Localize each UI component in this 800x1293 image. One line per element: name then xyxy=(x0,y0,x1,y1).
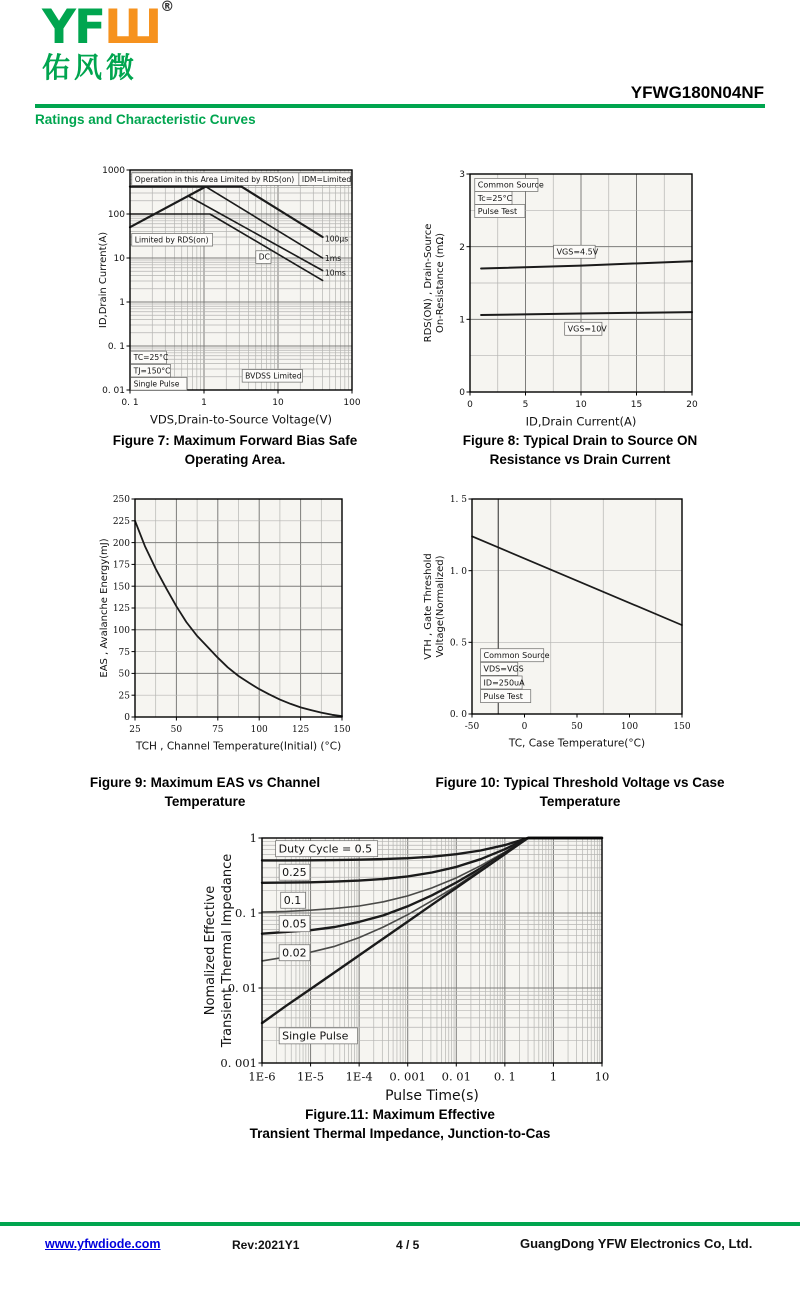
svg-text:0: 0 xyxy=(124,713,130,724)
svg-text:225: 225 xyxy=(112,516,130,527)
svg-text:1E-5: 1E-5 xyxy=(297,1069,325,1084)
svg-text:ID,Drain Current(A): ID,Drain Current(A) xyxy=(525,414,637,429)
svg-text:125: 125 xyxy=(292,725,310,735)
svg-text:IDM=Limited: IDM=Limited xyxy=(301,174,352,184)
svg-text:10: 10 xyxy=(113,254,125,265)
svg-text:150: 150 xyxy=(333,725,351,735)
svg-text:0. 01: 0. 01 xyxy=(227,981,257,996)
caption-line: Figure.11: Maximum Effective xyxy=(305,1107,495,1122)
logo-w-glyph: Ш xyxy=(104,0,161,55)
figure11-thermal-impedance-chart xyxy=(178,818,640,1104)
svg-text:TC=25°C: TC=25°C xyxy=(133,353,169,363)
svg-text:1: 1 xyxy=(459,315,465,326)
page-number: 4 / 5 xyxy=(396,1238,420,1252)
svg-text:ID,Drain Current(A): ID,Drain Current(A) xyxy=(98,231,109,329)
caption-line: Figure 8: Typical Drain to Source ON xyxy=(462,433,698,448)
figure9-eas-chart xyxy=(40,478,380,764)
svg-text:Pulse Test: Pulse Test xyxy=(477,206,518,216)
svg-text:ID=250uA: ID=250uA xyxy=(483,678,525,688)
svg-text:Pulse Time(s): Pulse Time(s) xyxy=(385,1087,479,1104)
figure8-caption xyxy=(420,432,740,470)
svg-text:0. 1: 0. 1 xyxy=(121,398,139,408)
svg-text:0.02: 0.02 xyxy=(282,946,307,960)
svg-text:15: 15 xyxy=(630,400,643,410)
svg-text:1: 1 xyxy=(549,1069,558,1084)
svg-text:1: 1 xyxy=(201,398,207,408)
svg-text:2: 2 xyxy=(459,242,465,253)
svg-text:Common Source: Common Source xyxy=(477,180,544,190)
svg-text:0. 001: 0. 001 xyxy=(220,1056,257,1071)
svg-text:Single Pulse: Single Pulse xyxy=(282,1029,349,1043)
svg-text:VDS=VGS: VDS=VGS xyxy=(483,664,524,674)
caption-line: Figure 9: Maximum EAS vs Channel xyxy=(89,775,321,790)
svg-text:Tc=25°C: Tc=25°C xyxy=(477,193,513,203)
footer-divider xyxy=(0,1222,800,1226)
svg-text:VDS,Drain-to-Source Voltage(V): VDS,Drain-to-Source Voltage(V) xyxy=(150,412,332,427)
caption-line: Temperature xyxy=(539,793,621,809)
svg-text:RDS(ON) , Drain-Source: RDS(ON) , Drain-Source xyxy=(423,223,434,343)
svg-text:1E-6: 1E-6 xyxy=(248,1069,276,1084)
svg-text:0.1: 0.1 xyxy=(283,894,302,908)
svg-text:250: 250 xyxy=(112,495,130,506)
figure10-vth-chart xyxy=(420,478,740,760)
figure9-caption xyxy=(35,774,375,812)
svg-text:100: 100 xyxy=(620,722,639,732)
svg-text:25: 25 xyxy=(129,725,141,735)
svg-text:175: 175 xyxy=(112,560,130,571)
svg-text:125: 125 xyxy=(112,604,130,615)
svg-text:10: 10 xyxy=(272,398,284,408)
svg-text:3: 3 xyxy=(459,170,465,181)
svg-text:0.05: 0.05 xyxy=(282,917,307,931)
svg-text:TC, Case Temperature(°C): TC, Case Temperature(°C) xyxy=(508,737,646,750)
revision-label: Rev:2021Y1 xyxy=(232,1238,300,1252)
website-link[interactable]: www.yfwdiode.com xyxy=(45,1237,161,1251)
svg-text:0: 0 xyxy=(521,722,528,732)
svg-text:-50: -50 xyxy=(464,722,480,732)
svg-text:1. 5: 1. 5 xyxy=(449,495,467,506)
svg-text:20: 20 xyxy=(686,400,698,410)
svg-text:25: 25 xyxy=(118,691,130,702)
svg-text:Duty Cycle = 0.5: Duty Cycle = 0.5 xyxy=(278,842,373,856)
registered-trademark-icon: ® xyxy=(160,0,175,15)
svg-text:0. 1: 0. 1 xyxy=(493,1069,516,1084)
caption-line: Temperature xyxy=(164,793,246,809)
svg-text:10: 10 xyxy=(594,1069,610,1084)
svg-text:Transient Thermal Impedance: Transient Thermal Impedance xyxy=(220,853,235,1048)
svg-text:Common Source: Common Source xyxy=(483,651,550,661)
svg-text:10ms: 10ms xyxy=(324,268,346,278)
svg-text:0. 01: 0. 01 xyxy=(441,1069,471,1084)
section-title: Ratings and Characteristic Curves xyxy=(35,112,256,127)
svg-text:100: 100 xyxy=(250,725,268,735)
svg-text:0. 01: 0. 01 xyxy=(102,386,125,397)
brand-logo xyxy=(42,0,175,84)
svg-text:1ms: 1ms xyxy=(324,254,342,264)
svg-text:150: 150 xyxy=(112,582,130,593)
svg-text:50: 50 xyxy=(170,725,183,735)
svg-text:100: 100 xyxy=(343,398,361,408)
svg-text:DC: DC xyxy=(258,252,270,262)
svg-text:0.25: 0.25 xyxy=(282,866,307,880)
svg-text:VGS=10V: VGS=10V xyxy=(567,324,607,334)
svg-text:On-Resistance (mΩ): On-Resistance (mΩ) xyxy=(435,232,446,334)
svg-text:5: 5 xyxy=(522,400,529,410)
svg-text:VTH , Gate Threshold: VTH , Gate Threshold xyxy=(423,553,434,660)
caption-line: Figure 10: Typical Threshold Voltage vs Case xyxy=(435,775,725,790)
part-number: YFWG180N04NF xyxy=(630,83,764,102)
svg-text:TCH , Channel Temperature(Init: TCH , Channel Temperature(Initial) (°C) xyxy=(135,740,342,753)
svg-text:0. 1: 0. 1 xyxy=(235,906,257,921)
svg-text:200: 200 xyxy=(112,538,130,549)
logo-yf-text: YF xyxy=(42,0,105,55)
svg-text:Voltage(Normalized): Voltage(Normalized) xyxy=(435,555,446,658)
caption-line: Operating Area. xyxy=(184,451,286,467)
svg-text:Pulse Test: Pulse Test xyxy=(483,691,523,701)
svg-text:1: 1 xyxy=(249,831,257,846)
figure11-caption xyxy=(150,1106,650,1144)
svg-text:Nomalized Effective: Nomalized Effective xyxy=(203,885,218,1016)
svg-text:1: 1 xyxy=(119,298,125,309)
svg-text:Limited by RDS(on): Limited by RDS(on) xyxy=(134,235,209,245)
svg-text:100μs: 100μs xyxy=(324,234,349,244)
figure7-caption xyxy=(60,432,410,470)
figure8-rdson-chart xyxy=(423,158,730,429)
svg-text:10: 10 xyxy=(575,400,587,410)
svg-text:0. 1: 0. 1 xyxy=(107,342,125,353)
svg-text:Operation in this Area Limited: Operation in this Area Limited by RDS(on) xyxy=(134,174,295,184)
svg-text:0. 0: 0. 0 xyxy=(449,710,467,721)
svg-text:0: 0 xyxy=(459,388,465,399)
caption-line: Resistance vs Drain Current xyxy=(489,451,671,467)
svg-text:Single Pulse: Single Pulse xyxy=(133,379,180,389)
svg-text:75: 75 xyxy=(212,725,224,735)
svg-text:50: 50 xyxy=(118,669,130,680)
svg-text:50: 50 xyxy=(571,722,583,732)
svg-text:BVDSS Limited: BVDSS Limited xyxy=(245,371,302,381)
svg-text:0: 0 xyxy=(467,400,473,410)
svg-text:1. 0: 1. 0 xyxy=(449,566,467,577)
svg-text:150: 150 xyxy=(673,722,691,732)
caption-line: Transient Thermal Impedance, Junction-to-Cas xyxy=(249,1125,551,1141)
caption-line: Figure 7: Maximum Forward Bias Safe xyxy=(112,433,358,448)
logo-wordmark xyxy=(42,0,175,55)
svg-text:0. 001: 0. 001 xyxy=(389,1069,427,1084)
svg-text:TJ=150°C: TJ=150°C xyxy=(133,366,171,376)
figure7-soa-chart xyxy=(95,158,395,427)
header-divider xyxy=(35,104,765,108)
svg-text:0. 5: 0. 5 xyxy=(449,638,467,649)
svg-text:100: 100 xyxy=(107,210,125,221)
svg-text:1000: 1000 xyxy=(102,166,125,177)
svg-text:EAS , Avalanche Energy(mJ): EAS , Avalanche Energy(mJ) xyxy=(99,538,110,678)
svg-text:VGS=4.5V: VGS=4.5V xyxy=(556,247,599,257)
company-name: GuangDong YFW Electronics Co, Ltd. xyxy=(520,1236,753,1251)
svg-text:75: 75 xyxy=(118,647,130,658)
svg-text:1E-4: 1E-4 xyxy=(345,1069,373,1084)
logo-chinese-text: 佑风微 xyxy=(42,52,139,83)
figure10-caption xyxy=(400,774,760,812)
svg-text:100: 100 xyxy=(112,625,130,636)
